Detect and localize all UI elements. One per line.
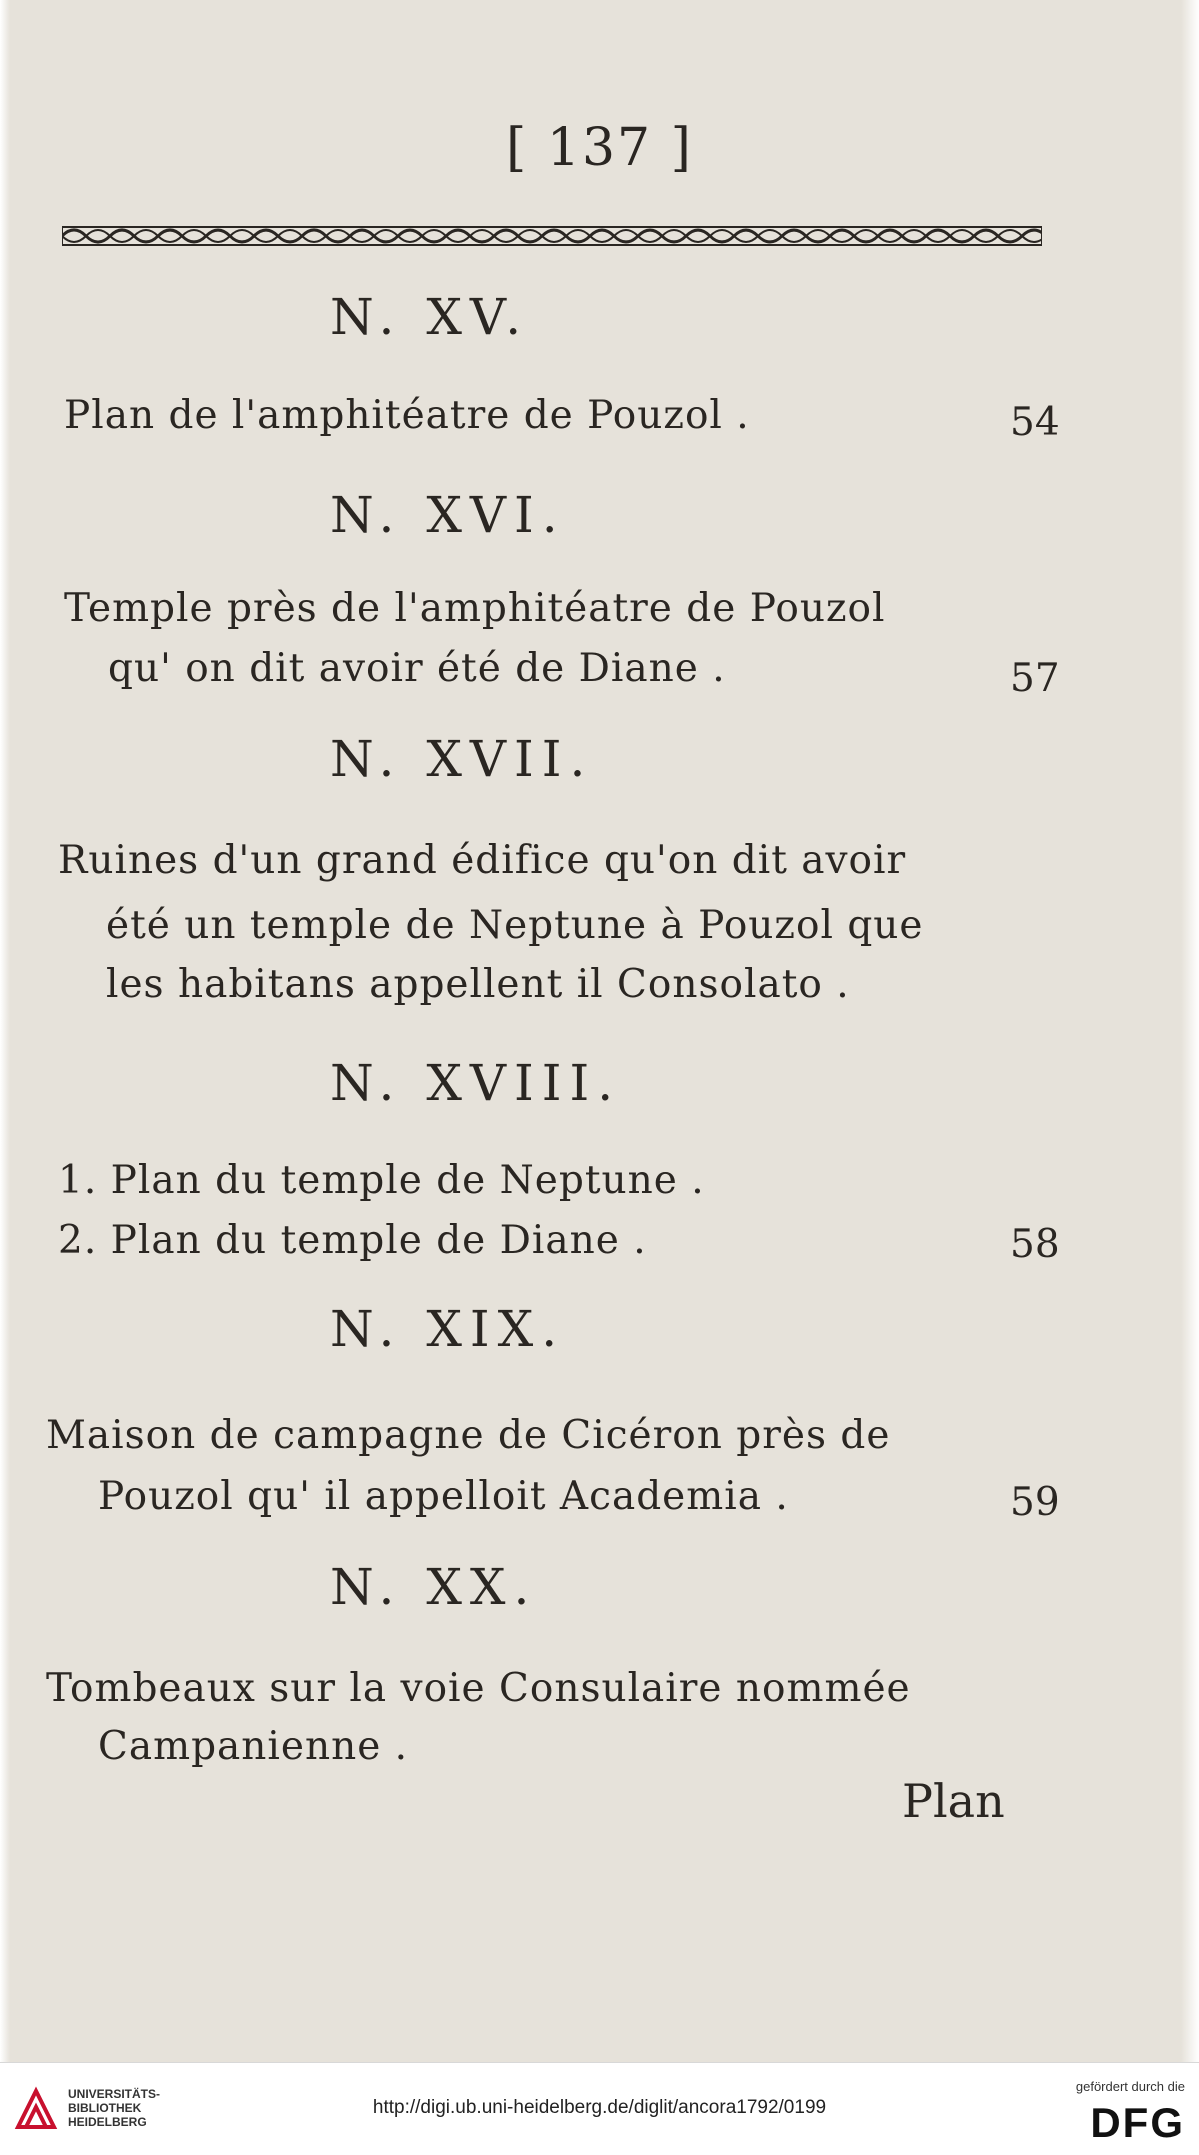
funding-note: gefördert durch die [1075, 2079, 1185, 2094]
viewer-footer [0, 2062, 1199, 2155]
entry-line: Pouzol qu' il appelloit Academia . [98, 1474, 789, 1519]
entry-line: Campanienne . [98, 1724, 409, 1769]
section-heading: N. XVI. [330, 486, 566, 544]
section-heading: N. XV. [330, 288, 530, 346]
section-heading: N. XVIII. [330, 1054, 622, 1112]
page-reference: 58 [1010, 1222, 1060, 1267]
entry-line: Temple près de l'amphitéatre de Pouzol [64, 586, 886, 631]
ornamental-rule [62, 224, 1042, 248]
entry-line: 2. Plan du temple de Diane . [58, 1218, 647, 1263]
library-name: UNIVERSITÄTS- BIBLIOTHEK HEIDELBERG [68, 2087, 161, 2129]
section-heading: N. XIX. [330, 1300, 566, 1358]
entry-line: qu' on dit avoir été de Diane . [108, 646, 726, 691]
dfg-logo[interactable]: DFG [1090, 2099, 1185, 2146]
entry-line: été un temple de Neptune à Pouzol que [106, 903, 924, 948]
page-reference: 57 [1010, 656, 1060, 701]
section-heading: N. XX. [330, 1558, 538, 1616]
entry-line: Maison de campagne de Cicéron près de [46, 1413, 891, 1458]
entry-line: Plan de l'amphitéatre de Pouzol . [64, 393, 750, 438]
entry-line: les habitans appellent il Consolato . [106, 962, 850, 1007]
entry-line: Ruines d'un grand édifice qu'on dit avoir [58, 838, 907, 883]
section-heading: N. XVII. [330, 730, 594, 788]
catchword: Plan [902, 1774, 1005, 1828]
page-number: [ 137 ] [506, 118, 693, 178]
permalink-url[interactable]: http://digi.ub.uni-heidelberg.de/diglit/ancora1792/0199 [372, 2097, 827, 2118]
page-reference: 54 [1010, 400, 1060, 445]
entry-line: Tombeaux sur la voie Consulaire nommée [46, 1666, 911, 1711]
page-edge-right [1181, 0, 1199, 2062]
page-edge-left [0, 0, 10, 2062]
entry-line: 1. Plan du temple de Neptune . [58, 1158, 705, 1203]
page-reference: 59 [1010, 1480, 1060, 1525]
